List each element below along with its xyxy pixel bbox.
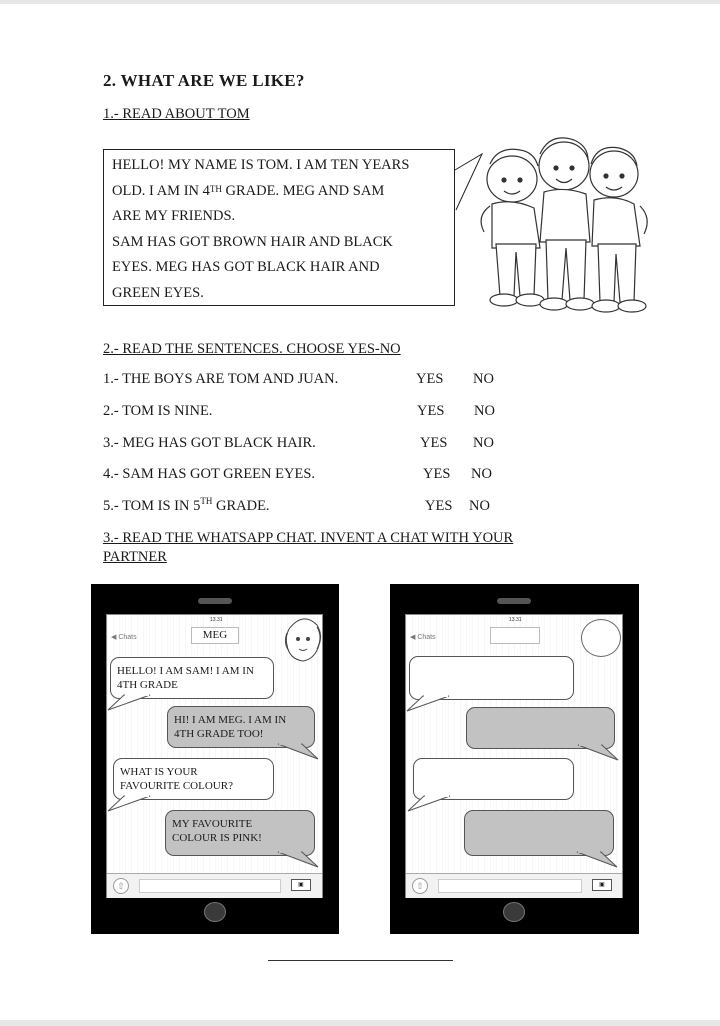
no-option[interactable]: NO (473, 435, 494, 451)
bubble-tail (106, 694, 166, 712)
worksheet-title: 2. WHAT ARE WE LIKE? (103, 71, 305, 90)
speech-line: GREEN EYES. (112, 284, 204, 301)
yes-option[interactable]: YES (417, 403, 445, 419)
status-time: 13.31 (509, 617, 522, 623)
no-option[interactable]: NO (469, 498, 490, 514)
chat-bubble-sent: MY FAVOURITE COLOUR IS PINK! (165, 810, 315, 856)
speech-line: ARE MY FRIENDS. (112, 208, 236, 225)
empty-bubble-received[interactable] (413, 758, 574, 800)
section2-heading: 2.- READ THE SENTENCES. CHOOSE YES-NO (103, 341, 401, 357)
speech-line: EYES. MEG HAS GOT BLACK HAIR AND (112, 259, 380, 276)
speaker (198, 598, 232, 604)
tom-speech-box (103, 149, 455, 306)
no-option[interactable]: NO (474, 403, 495, 419)
status-time: 13.31 (210, 617, 223, 623)
no-option[interactable]: NO (473, 371, 494, 387)
message-input-bar (406, 873, 622, 898)
section1-heading: 1.- READ ABOUT TOM (103, 106, 250, 122)
section3-heading-cont: PARTNER (103, 549, 167, 565)
speech-line: HELLO! MY NAME IS TOM. I AM TEN YEARS (112, 157, 410, 173)
section3-heading: 3.- READ THE WHATSAPP CHAT. INVENT A CHAT WITH YOUR (103, 530, 514, 546)
bubble-tail (272, 743, 322, 761)
yes-option[interactable]: YES (423, 466, 451, 482)
contact-name[interactable] (490, 627, 540, 644)
bubble-tail (406, 795, 466, 813)
yes-option[interactable]: YES (416, 371, 444, 387)
speech-line: OLD. I AM IN 4TH GRADE. MEG AND SAM (112, 182, 385, 199)
contact-name: MEG (191, 627, 239, 644)
three-children-drawing (474, 134, 660, 320)
message-field[interactable] (139, 879, 281, 893)
arrow-up-circle-icon[interactable]: ⇧ (113, 878, 129, 894)
message-field[interactable] (438, 879, 582, 893)
back-arrow-icon: ◀ (111, 634, 119, 641)
back-to-chats[interactable]: ◀ Chats (111, 634, 137, 641)
question-3: 3.- MEG HAS GOT BLACK HAIR. (103, 435, 316, 451)
no-option[interactable]: NO (471, 466, 492, 482)
back-to-chats[interactable]: ◀ Chats (410, 634, 436, 641)
bottom-edge (0, 1020, 720, 1026)
footer-line (268, 960, 453, 961)
empty-bubble-received[interactable] (409, 656, 574, 700)
question-1: 1.- THE BOYS ARE TOM AND JUAN. (103, 371, 339, 387)
yes-option[interactable]: YES (420, 435, 448, 451)
question-2: 2.- TOM IS NINE. (103, 403, 213, 419)
girl-face-drawing (281, 615, 323, 663)
chat-bubble-received: WHAT IS YOUR FAVOURITE COLOUR? (113, 758, 274, 800)
back-arrow-icon: ◀ (410, 634, 418, 641)
chat-bubble-received: HELLO! I AM SAM! I AM IN 4TH GRADE (110, 657, 274, 699)
yes-option[interactable]: YES (425, 498, 453, 514)
camera-icon[interactable]: ▣ (291, 879, 311, 891)
bubble-tail (106, 795, 166, 813)
arrow-up-circle-icon[interactable]: ⇧ (412, 878, 428, 894)
question-4: 4.- SAM HAS GOT GREEN EYES. (103, 466, 316, 482)
home-button[interactable] (204, 902, 226, 922)
chat-bubble-sent: HI! I AM MEG. I AM IN 4TH GRADE TOO! (167, 706, 315, 748)
top-edge (0, 0, 720, 4)
bubble-tail (405, 695, 465, 713)
message-input-bar (107, 873, 322, 898)
bubble-tail (572, 744, 622, 762)
avatar (581, 619, 621, 657)
speaker (497, 598, 531, 604)
empty-bubble-sent[interactable] (466, 707, 615, 749)
question-5: 5.- TOM IS IN 5TH GRADE. (103, 496, 270, 514)
bubble-tail (272, 851, 322, 869)
speech-line: SAM HAS GOT BROWN HAIR AND BLACK (112, 233, 393, 250)
bubble-tail (571, 851, 621, 869)
camera-icon[interactable]: ▣ (592, 879, 612, 891)
empty-bubble-sent[interactable] (464, 810, 614, 856)
home-button[interactable] (503, 902, 525, 922)
